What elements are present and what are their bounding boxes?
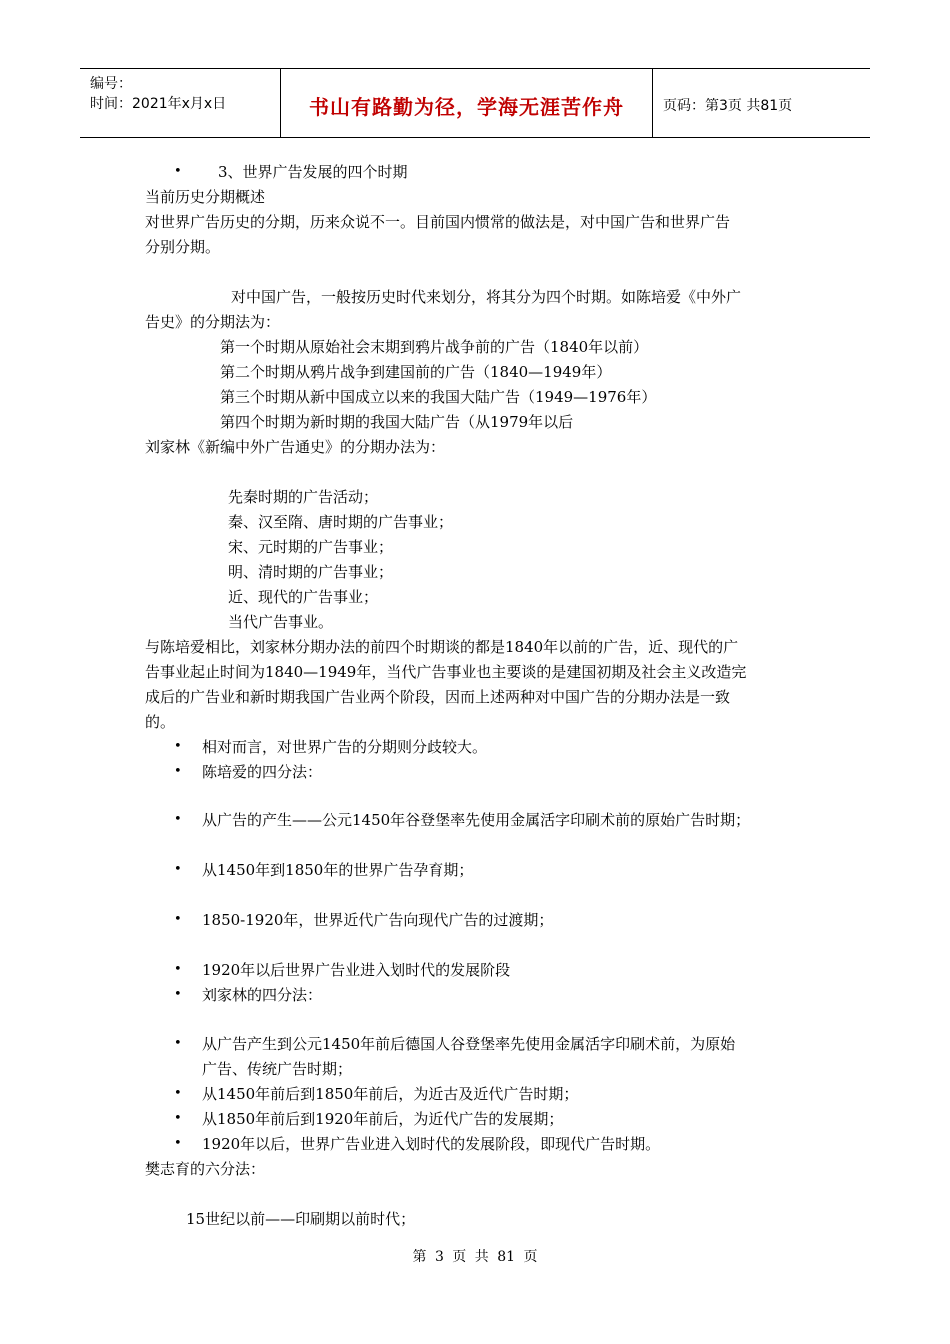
list-item: 第二个时期从鸦片战争到建国前的广告（1840—1949年） [220,363,612,381]
page-info: 页码：第3页 共81页 [663,98,793,114]
header-page-cell [653,69,870,137]
bullet: • [174,1036,182,1051]
bullet-item: 1920年以后世界广告业进入划时代的发展阶段 [202,961,511,979]
section-heading: 3、世界广告发展的四个时期 [218,163,408,181]
bullet-item: 相对而言，对世界广告的分期则分歧较大。 [202,738,488,756]
bullet: • [174,1136,182,1151]
list-item: 秦、汉至隋、唐时期的广告事业； [228,513,454,531]
bullet-item: 从广告产生到公元1450年前后德国人谷登堡率先使用金属活字印刷术前，为原始 [202,1035,736,1053]
number-label: 编号： [90,76,132,92]
list-item: 第四个时期为新时期的我国大陆广告（从1979年以后 [220,413,574,431]
bullet: • [174,987,182,1002]
paragraph-line: 分别分期。 [145,238,221,256]
bullet: • [174,1111,182,1126]
list-item: 第一个时期从原始社会末期到鸦片战争前的广告（1840年以前） [220,338,649,356]
bullet: • [174,164,182,179]
bullet-item: 从1450年前后到1850年前后，为近古及近代广告时期； [202,1085,579,1103]
subheading: 当前历史分期概述 [145,188,266,206]
paragraph-line: 刘家林《新编中外广告通史》的分期办法为： [145,438,446,456]
bullet-item: 1920年以后，世界广告业进入划时代的发展阶段，即现代广告时期。 [202,1135,661,1153]
bullet: • [174,862,182,877]
list-item: 当代广告事业。 [228,613,334,631]
paragraph-line: 对中国广告，一般按历史时代来划分，将其分为四个时期。如陈培爱《中外广 [231,288,742,306]
bullet-item: 从广告的产生——公元1450年谷登堡率先使用金属活字印刷术前的原始广告时期； [202,811,751,829]
paragraph-line: 的。 [145,713,176,731]
bullet-item-continued: 广告、传统广告时期； [202,1060,353,1078]
bullet: • [174,962,182,977]
paragraph-line: 告事业起止时间为1840—1949年，当代广告事业也主要谈的是建国初期及社会主义改造完 [145,663,747,681]
list-item: 第三个时期从新中国成立以来的我国大陆广告（1949—1976年） [220,388,657,406]
list-item: 近、现代的广告事业； [228,588,379,606]
bullet-item: 从1450年到1850年的世界广告孕育期； [202,861,474,879]
bullet: • [174,1086,182,1101]
bullet-item: 刘家林的四分法： [202,986,323,1004]
list-item: 明、清时期的广告事业； [228,563,394,581]
bullet-item: 陈培爱的四分法： [202,763,323,781]
bullet: • [174,812,182,827]
bullet-item: 1850-1920年，世界近代广告向现代广告的过渡期； [202,911,554,929]
list-item: 先秦时期的广告活动； [228,488,379,506]
list-item: 15世纪以前——印刷期以前时代； [186,1210,416,1228]
paragraph-line: 与陈培爱相比，刘家林分期办法的前四个时期谈的都是1840年以前的广告，近、现代的广 [145,638,739,656]
paragraph-line: 对世界广告历史的分期，历来众说不一。目前国内惯常的做法是，对中国广告和世界广告 [145,213,731,231]
list-item: 宋、元时期的广告事业； [228,538,394,556]
header-motto: 书山有路勤为径，学海无涯苦作舟 [309,95,624,119]
subheading: 樊志育的六分法： [145,1160,266,1178]
page-footer: 第 3 页 共 81 页 [412,1249,538,1265]
bullet: • [174,739,182,754]
page-header [80,68,870,138]
header-meta-cell [80,69,281,137]
bullet: • [174,764,182,779]
bullet-item: 从1850年前后到1920年前后，为近代广告的发展期； [202,1110,564,1128]
bullet: • [174,912,182,927]
header-motto-cell [281,69,653,137]
paragraph-line: 告史》的分期法为： [145,313,281,331]
time-label: 时间：2021年x月x日 [90,96,227,112]
paragraph-line: 成后的广告业和新时期我国广告业两个阶段，因而上述两种对中国广告的分期办法是一致 [145,688,731,706]
